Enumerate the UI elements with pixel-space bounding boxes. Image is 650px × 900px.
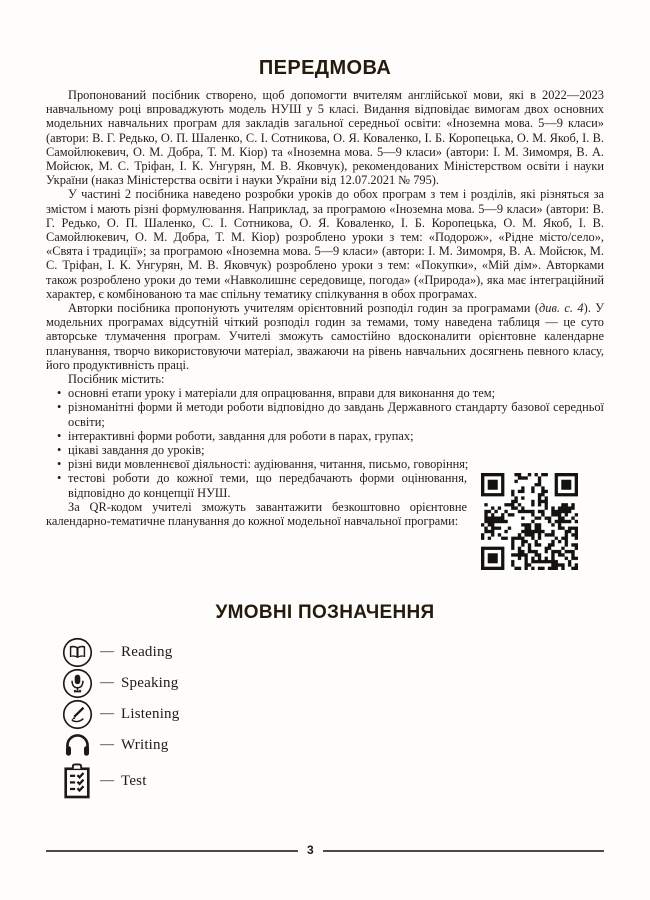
page-footer: [46, 844, 604, 858]
paragraph-3-italic: див. с. 4: [538, 301, 584, 316]
dash: —: [100, 737, 114, 753]
page-content: [46, 56, 604, 802]
headphones-icon: [60, 730, 94, 761]
legend-item-listening: [60, 699, 604, 729]
clipboard-checklist-icon: [60, 762, 94, 800]
pen-writing-icon: [60, 699, 94, 730]
legend-item-writing: [60, 730, 604, 760]
dash: —: [100, 675, 114, 691]
list-item: • тестові роботи до кожної теми, що передбачають форми оцінювання, відповідно до концепції НУШ.: [46, 471, 604, 499]
legend-label: Writing: [121, 736, 169, 753]
paragraph-1: Пропонований посібник створено, щоб допомогти вчителям англійської мови, які в 2022—2023 навчальному році впроваджують модель НУШ у 5 класі. Видання відповідає вимогам двох основних модельних навчальних програм для закладів загальної середньої освіти: «Іноземна мова. 5—9 класи» (автори: В. Г. Редько, О. П. Шаленко, С. І. Сотникова, О. Я. Коваленко, І. Б. Коропецька, О. М. Якоб, І. В. Самойлюкевич, О. М. Добра, Т. М. Кіор) та «Іноземна мова. 5—9 класи» (автори: І. М. Зимомря, В. А. Мойсюк, М. С. Тріфан, І. К. Унгурян, М. В. Яковчук), рекомендованих Міністерством освіти і науки України (наказ Міністерства освіти і науки України від 12.07.2021 № 795).: [46, 88, 604, 188]
page-title: ПЕРЕДМОВА: [258, 57, 392, 79]
dash: —: [100, 644, 114, 660]
legend-item-test: [60, 761, 604, 801]
preface-body: [46, 88, 604, 528]
legend-label: Listening: [121, 705, 180, 722]
paragraph-3-text: Авторки посібника пропонують учителям орієнтовний розподіл годин за програмами (: [68, 301, 539, 316]
footer-rule-right: [323, 850, 604, 852]
list-item: • інтерактивні форми роботи, завдання для роботи в парах, групах;: [46, 429, 604, 443]
open-book-icon: [60, 637, 94, 668]
legend-title: УМОВНІ ПОЗНАЧЕННЯ: [215, 602, 435, 624]
features-list: [46, 386, 604, 471]
legend-item-speaking: [60, 668, 604, 698]
microphone-icon: [60, 668, 94, 699]
legend-section: [46, 576, 604, 801]
paragraph-2: У частині 2 посібника наведено розробки уроків до обох програм з тем і розділів, які різняться за змістом і мають різні формулювання. Наприклад, за програмою «Іноземна мова. 5—9 класи» (автори: В. Г. Редько, О. П. Шаленко, С. І. Сотникова, О. Я. Коваленко, І. Б. Коропецька, О. М. Якоб, І. В. Самойлюкевич, О. М. Добра, Т. М. Кіор) розроблено уроки з тем: «Подорож», «Рідне місто/село», «Свята і традиції»; за програмою «Іноземна мова. 5—9 класи» (автори: І. М. Зимомря, В. А. Мойсюк, М. С. Тріфан, І. К. Унгурян, М. В. Яковчук) розроблено уроки з тем: «Покупки», «Мій дім». Авторками також розроблено уроки до теми «Навколишнє середовище, погода» («Природа»), яка має інтеграційний характер, є комбінованою та має спільну тематику спілкування в обох програмах.: [46, 187, 604, 301]
page-number: 3: [307, 843, 314, 857]
list-item: • різні види мовленнєвої діяльності: аудіювання, читання, письмо, говоріння;: [46, 457, 604, 471]
legend-list: [46, 637, 604, 801]
list-item: • різноманітні форми й методи роботи відповідно до завдань Державного стандарту базової середньої освіти;: [46, 400, 604, 428]
footer-rule-left: [46, 850, 298, 852]
legend-label: Test: [121, 772, 147, 789]
legend-label: Speaking: [121, 674, 179, 691]
legend-item-reading: [60, 637, 604, 667]
paragraph-3: [46, 301, 604, 372]
paragraph-3-text: ). У модельних програмах відсутній чіткий розподіл годин за темами, тому наведена таблиця — це суто авторське тлумачення програм. Учителі зможуть самостійно вдосконалити орієнтовне календарне планування, творчо використовуючи матеріал, зважаючи на рівень навчальних досягнень певного класу, його продуктивність праці.: [46, 301, 604, 372]
qr-paragraph: За QR-кодом учителі зможуть завантажити безкоштовно орієнтовне календарно-тематичне планування до кожної модельної навчальної програми:: [46, 499, 467, 529]
legend-label: Reading: [121, 643, 173, 660]
dash: —: [100, 706, 114, 722]
list-item: • цікаві завдання до уроків;: [46, 443, 604, 457]
dash: —: [100, 773, 114, 789]
list-intro: Посібник містить:: [68, 372, 165, 387]
list-item: • основні етапи уроку і матеріали для опрацювання, вправи для виконання до тем;: [46, 386, 604, 400]
features-list-continued: [46, 471, 604, 499]
